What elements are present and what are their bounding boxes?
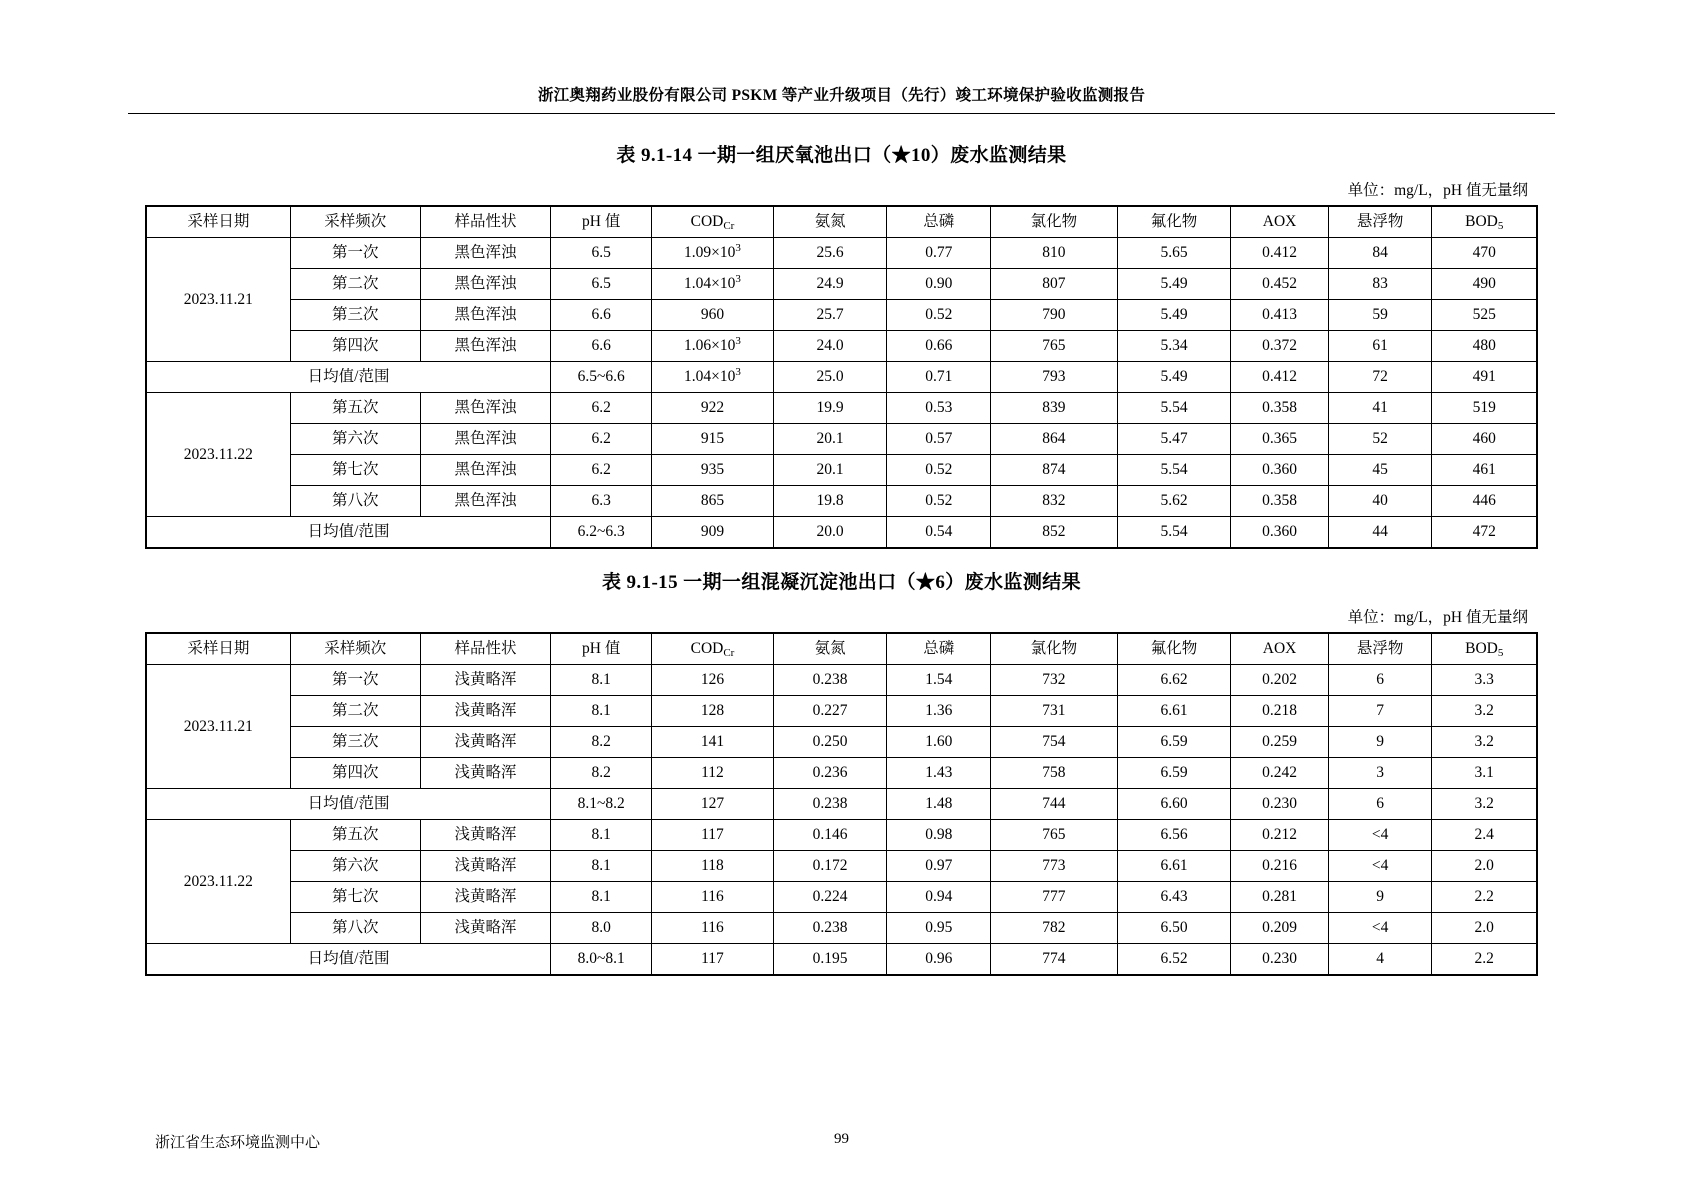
- cell-aox: 0.230: [1231, 789, 1328, 820]
- table-row: [146, 696, 1537, 727]
- cell-suspended-solids: 9: [1328, 727, 1432, 758]
- cell-suspended-solids: 6: [1328, 789, 1432, 820]
- cell-ph: 6.2: [551, 424, 652, 455]
- table-summary-row: [146, 517, 1537, 549]
- cell-fluoride: 5.54: [1117, 393, 1231, 424]
- cell-cod: 118: [652, 851, 773, 882]
- cell-aox: 0.209: [1231, 913, 1328, 944]
- cell-fluoride: 5.49: [1117, 300, 1231, 331]
- cell-frequency: 第四次: [290, 758, 420, 789]
- th-frequency: 采样频次: [290, 633, 420, 665]
- cell-fluoride: 5.47: [1117, 424, 1231, 455]
- table-row: [146, 269, 1537, 300]
- th-chloride: 氯化物: [991, 633, 1117, 665]
- th-fluoride: 氟化物: [1117, 633, 1231, 665]
- cell-total-phosphorus: 0.77: [887, 238, 991, 269]
- th-property: 样品性状: [420, 633, 550, 665]
- cell-suspended-solids: <4: [1328, 913, 1432, 944]
- cell-chloride: 793: [991, 362, 1117, 393]
- cell-suspended-solids: 61: [1328, 331, 1432, 362]
- cell-ammonia: 0.238: [773, 789, 887, 820]
- cell-bod: 525: [1432, 300, 1537, 331]
- cell-ph: 8.0~8.1: [551, 944, 652, 976]
- cell-cod: 116: [652, 882, 773, 913]
- cell-property: 浅黄略浑: [420, 851, 550, 882]
- cell-cod: $1.09\times 10^3$: [652, 238, 773, 269]
- cell-fluoride: 6.59: [1117, 758, 1231, 789]
- cell-cod: 116: [652, 913, 773, 944]
- cell-cod: 960: [652, 300, 773, 331]
- cell-chloride: 874: [991, 455, 1117, 486]
- cell-frequency: 第五次: [290, 393, 420, 424]
- cell-chloride: 864: [991, 424, 1117, 455]
- table-summary-row: [146, 789, 1537, 820]
- cell-aox: 0.413: [1231, 300, 1328, 331]
- table-row: [146, 727, 1537, 758]
- table-row: [146, 238, 1537, 269]
- cell-frequency: 第八次: [290, 486, 420, 517]
- cell-suspended-solids: 9: [1328, 882, 1432, 913]
- th-bod: $BOD_5$: [1432, 633, 1537, 665]
- table-row: [146, 300, 1537, 331]
- cell-summary-label: 日均值/范围: [146, 517, 551, 549]
- cell-aox: 0.216: [1231, 851, 1328, 882]
- cell-bod: 480: [1432, 331, 1537, 362]
- table-row: [146, 882, 1537, 913]
- cell-total-phosphorus: 1.36: [887, 696, 991, 727]
- cell-ammonia: 20.1: [773, 424, 887, 455]
- table-row: [146, 393, 1537, 424]
- th-total-phosphorus: 总磷: [887, 633, 991, 665]
- cell-total-phosphorus: 0.94: [887, 882, 991, 913]
- cell-cod: 126: [652, 665, 773, 696]
- cell-ph: 6.6: [551, 331, 652, 362]
- cell-chloride: 810: [991, 238, 1117, 269]
- cell-ammonia: 0.238: [773, 913, 887, 944]
- cell-ammonia: 0.238: [773, 665, 887, 696]
- cell-frequency: 第七次: [290, 882, 420, 913]
- table-summary-row: [146, 362, 1537, 393]
- cell-aox: 0.212: [1231, 820, 1328, 851]
- cell-suspended-solids: 72: [1328, 362, 1432, 393]
- cell-frequency: 第一次: [290, 238, 420, 269]
- cell-fluoride: 5.62: [1117, 486, 1231, 517]
- cell-suspended-solids: 4: [1328, 944, 1432, 976]
- unit-note-1: 单位：mg/L，pH 值无量纲: [1347, 182, 1528, 199]
- th-suspended-solids: 悬浮物: [1328, 206, 1432, 238]
- cell-ammonia: 25.0: [773, 362, 887, 393]
- cell-bod: 3.2: [1432, 696, 1537, 727]
- th-cod: $COD_{Cr}$: [652, 206, 773, 238]
- cell-bod: 3.3: [1432, 665, 1537, 696]
- cell-suspended-solids: 84: [1328, 238, 1432, 269]
- cell-property: 黑色浑浊: [420, 331, 550, 362]
- cell-suspended-solids: 40: [1328, 486, 1432, 517]
- cell-chloride: 731: [991, 696, 1117, 727]
- cell-ammonia: 24.9: [773, 269, 887, 300]
- cell-suspended-solids: <4: [1328, 820, 1432, 851]
- cell-aox: 0.358: [1231, 486, 1328, 517]
- cell-bod: 490: [1432, 269, 1537, 300]
- footer-organization: 浙江省生态环境监测中心: [155, 1135, 321, 1151]
- cell-fluoride: 6.61: [1117, 696, 1231, 727]
- cell-fluoride: 6.43: [1117, 882, 1231, 913]
- th-frequency: 采样频次: [290, 206, 420, 238]
- cell-frequency: 第三次: [290, 727, 420, 758]
- cell-frequency: 第六次: [290, 424, 420, 455]
- cell-suspended-solids: <4: [1328, 851, 1432, 882]
- cell-fluoride: 6.52: [1117, 944, 1231, 976]
- monitoring-table-1: [145, 205, 1538, 549]
- table-row: [146, 424, 1537, 455]
- cell-total-phosphorus: 0.52: [887, 486, 991, 517]
- th-property: 样品性状: [420, 206, 550, 238]
- cell-property: 黑色浑浊: [420, 486, 550, 517]
- cell-cod: 922: [652, 393, 773, 424]
- cell-aox: 0.202: [1231, 665, 1328, 696]
- cell-ph: 6.2: [551, 393, 652, 424]
- cell-total-phosphorus: 0.97: [887, 851, 991, 882]
- cell-ph: 8.1: [551, 696, 652, 727]
- table-row: [146, 486, 1537, 517]
- cell-total-phosphorus: 0.71: [887, 362, 991, 393]
- cell-ammonia: 24.0: [773, 331, 887, 362]
- table-row: [146, 820, 1537, 851]
- cell-ph: 6.2~6.3: [551, 517, 652, 549]
- cell-total-phosphorus: 1.54: [887, 665, 991, 696]
- cell-total-phosphorus: 0.96: [887, 944, 991, 976]
- cell-total-phosphorus: 0.95: [887, 913, 991, 944]
- cell-property: 浅黄略浑: [420, 913, 550, 944]
- cell-property: 黑色浑浊: [420, 393, 550, 424]
- cell-suspended-solids: 6: [1328, 665, 1432, 696]
- th-total-phosphorus: 总磷: [887, 206, 991, 238]
- cell-ammonia: 0.146: [773, 820, 887, 851]
- table-summary-row: [146, 944, 1537, 976]
- cell-fluoride: 5.34: [1117, 331, 1231, 362]
- cell-ammonia: 0.172: [773, 851, 887, 882]
- cell-bod: 460: [1432, 424, 1537, 455]
- cell-ammonia: 19.9: [773, 393, 887, 424]
- cell-chloride: 758: [991, 758, 1117, 789]
- page-footer: [0, 1131, 1683, 1151]
- cell-frequency: 第六次: [290, 851, 420, 882]
- cell-fluoride: 5.65: [1117, 238, 1231, 269]
- cell-bod: 491: [1432, 362, 1537, 393]
- cell-total-phosphorus: 1.48: [887, 789, 991, 820]
- cell-ph: 6.5: [551, 238, 652, 269]
- table-row: [146, 758, 1537, 789]
- cell-ph: 6.3: [551, 486, 652, 517]
- cell-bod: 446: [1432, 486, 1537, 517]
- cell-aox: 0.372: [1231, 331, 1328, 362]
- cell-ph: 6.2: [551, 455, 652, 486]
- cell-suspended-solids: 59: [1328, 300, 1432, 331]
- cell-property: 黑色浑浊: [420, 424, 550, 455]
- cell-cod: $1.04\times 10^3$: [652, 269, 773, 300]
- cell-summary-label: 日均值/范围: [146, 789, 551, 820]
- th-bod: $BOD_5$: [1432, 206, 1537, 238]
- cell-aox: 0.218: [1231, 696, 1328, 727]
- cell-suspended-solids: 7: [1328, 696, 1432, 727]
- cell-fluoride: 5.49: [1117, 269, 1231, 300]
- cell-ph: 8.1: [551, 665, 652, 696]
- cell-fluoride: 5.54: [1117, 517, 1231, 549]
- cell-chloride: 765: [991, 331, 1117, 362]
- cell-cod: 128: [652, 696, 773, 727]
- cell-fluoride: 5.49: [1117, 362, 1231, 393]
- cell-aox: 0.259: [1231, 727, 1328, 758]
- cell-aox: 0.412: [1231, 362, 1328, 393]
- cell-frequency: 第三次: [290, 300, 420, 331]
- cell-aox: 0.242: [1231, 758, 1328, 789]
- cell-date: 2023.11.21: [146, 238, 290, 362]
- cell-frequency: 第四次: [290, 331, 420, 362]
- cell-fluoride: 6.50: [1117, 913, 1231, 944]
- cell-chloride: 732: [991, 665, 1117, 696]
- cell-fluoride: 6.59: [1117, 727, 1231, 758]
- cell-cod: 127: [652, 789, 773, 820]
- th-suspended-solids: 悬浮物: [1328, 633, 1432, 665]
- th-date: 采样日期: [146, 206, 290, 238]
- cell-ph: 8.2: [551, 758, 652, 789]
- cell-bod: 470: [1432, 238, 1537, 269]
- running-header: 浙江奥翔药业股份有限公司 PSKM 等产业升级项目（先行）竣工环境保护验收监测报告: [537, 87, 1146, 104]
- table-row: [146, 913, 1537, 944]
- monitoring-table-2: [145, 632, 1538, 976]
- table-row: [146, 331, 1537, 362]
- cell-frequency: 第二次: [290, 269, 420, 300]
- cell-aox: 0.281: [1231, 882, 1328, 913]
- cell-chloride: 807: [991, 269, 1117, 300]
- table-row: [146, 851, 1537, 882]
- cell-bod: 3.2: [1432, 727, 1537, 758]
- cell-date: 2023.11.21: [146, 665, 290, 789]
- cell-property: 浅黄略浑: [420, 696, 550, 727]
- cell-bod: 2.2: [1432, 944, 1537, 976]
- cell-total-phosphorus: 0.53: [887, 393, 991, 424]
- th-ph: pH 值: [551, 206, 652, 238]
- cell-fluoride: 6.56: [1117, 820, 1231, 851]
- cell-property: 浅黄略浑: [420, 820, 550, 851]
- cell-total-phosphorus: 0.98: [887, 820, 991, 851]
- cell-bod: 519: [1432, 393, 1537, 424]
- cell-chloride: 774: [991, 944, 1117, 976]
- cell-ph: 8.1: [551, 820, 652, 851]
- cell-total-phosphorus: 0.54: [887, 517, 991, 549]
- cell-cod: 141: [652, 727, 773, 758]
- table-title-1: 表 9.1-14 一期一组厌氧池出口（★10）废水监测结果: [616, 145, 1067, 166]
- page-content: [145, 140, 1538, 976]
- cell-cod: $1.06\times 10^3$: [652, 331, 773, 362]
- cell-ph: 8.1~8.2: [551, 789, 652, 820]
- cell-bod: 461: [1432, 455, 1537, 486]
- cell-total-phosphorus: 0.90: [887, 269, 991, 300]
- cell-aox: 0.360: [1231, 517, 1328, 549]
- th-date: 采样日期: [146, 633, 290, 665]
- cell-total-phosphorus: 0.66: [887, 331, 991, 362]
- cell-bod: 2.0: [1432, 913, 1537, 944]
- table-title-2: 表 9.1-15 一期一组混凝沉淀池出口（★6）废水监测结果: [601, 572, 1082, 593]
- cell-property: 黑色浑浊: [420, 238, 550, 269]
- cell-property: 黑色浑浊: [420, 455, 550, 486]
- th-ammonia: 氨氮: [773, 633, 887, 665]
- cell-bod: 2.0: [1432, 851, 1537, 882]
- cell-property: 浅黄略浑: [420, 665, 550, 696]
- cell-cod: 909: [652, 517, 773, 549]
- cell-summary-label: 日均值/范围: [146, 362, 551, 393]
- cell-ph: 6.5~6.6: [551, 362, 652, 393]
- cell-ammonia: 20.0: [773, 517, 887, 549]
- th-aox: AOX: [1231, 633, 1328, 665]
- th-chloride: 氯化物: [991, 206, 1117, 238]
- cell-ammonia: 25.6: [773, 238, 887, 269]
- cell-property: 黑色浑浊: [420, 300, 550, 331]
- cell-chloride: 765: [991, 820, 1117, 851]
- cell-ammonia: 0.250: [773, 727, 887, 758]
- cell-chloride: 839: [991, 393, 1117, 424]
- cell-suspended-solids: 45: [1328, 455, 1432, 486]
- cell-chloride: 773: [991, 851, 1117, 882]
- cell-frequency: 第五次: [290, 820, 420, 851]
- cell-aox: 0.358: [1231, 393, 1328, 424]
- cell-chloride: 852: [991, 517, 1117, 549]
- cell-date: 2023.11.22: [146, 820, 290, 944]
- cell-cod: 117: [652, 944, 773, 976]
- cell-cod: $1.04\times 10^3$: [652, 362, 773, 393]
- cell-aox: 0.365: [1231, 424, 1328, 455]
- cell-suspended-solids: 3: [1328, 758, 1432, 789]
- cell-ammonia: 19.8: [773, 486, 887, 517]
- cell-chloride: 777: [991, 882, 1117, 913]
- cell-total-phosphorus: 0.52: [887, 300, 991, 331]
- cell-total-phosphorus: 1.60: [887, 727, 991, 758]
- cell-total-phosphorus: 1.43: [887, 758, 991, 789]
- cell-aox: 0.360: [1231, 455, 1328, 486]
- cell-ammonia: 0.224: [773, 882, 887, 913]
- th-ammonia: 氨氮: [773, 206, 887, 238]
- cell-ammonia: 0.227: [773, 696, 887, 727]
- cell-chloride: 790: [991, 300, 1117, 331]
- th-ph: pH 值: [551, 633, 652, 665]
- cell-fluoride: 6.61: [1117, 851, 1231, 882]
- cell-ammonia: 0.195: [773, 944, 887, 976]
- cell-chloride: 832: [991, 486, 1117, 517]
- cell-property: 浅黄略浑: [420, 882, 550, 913]
- table-header-row: [146, 206, 1537, 238]
- cell-fluoride: 5.54: [1117, 455, 1231, 486]
- cell-ph: 8.1: [551, 882, 652, 913]
- cell-summary-label: 日均值/范围: [146, 944, 551, 976]
- cell-suspended-solids: 41: [1328, 393, 1432, 424]
- th-aox: AOX: [1231, 206, 1328, 238]
- unit-note-2: 单位：mg/L，pH 值无量纲: [1347, 609, 1528, 626]
- cell-aox: 0.230: [1231, 944, 1328, 976]
- table-row: [146, 665, 1537, 696]
- cell-property: 浅黄略浑: [420, 758, 550, 789]
- cell-fluoride: 6.62: [1117, 665, 1231, 696]
- cell-chloride: 782: [991, 913, 1117, 944]
- cell-date: 2023.11.22: [146, 393, 290, 517]
- cell-suspended-solids: 44: [1328, 517, 1432, 549]
- page-number: 99: [834, 1131, 849, 1147]
- cell-bod: 2.2: [1432, 882, 1537, 913]
- cell-bod: 472: [1432, 517, 1537, 549]
- table-header-row: [146, 633, 1537, 665]
- cell-aox: 0.412: [1231, 238, 1328, 269]
- cell-frequency: 第一次: [290, 665, 420, 696]
- cell-cod: 935: [652, 455, 773, 486]
- cell-chloride: 754: [991, 727, 1117, 758]
- cell-cod: 865: [652, 486, 773, 517]
- cell-frequency: 第二次: [290, 696, 420, 727]
- th-cod: $COD_{Cr}$: [652, 633, 773, 665]
- cell-aox: 0.452: [1231, 269, 1328, 300]
- cell-ammonia: 20.1: [773, 455, 887, 486]
- cell-bod: 3.2: [1432, 789, 1537, 820]
- cell-frequency: 第八次: [290, 913, 420, 944]
- cell-ammonia: 25.7: [773, 300, 887, 331]
- cell-bod: 2.4: [1432, 820, 1537, 851]
- th-fluoride: 氟化物: [1117, 206, 1231, 238]
- cell-suspended-solids: 52: [1328, 424, 1432, 455]
- cell-bod: 3.1: [1432, 758, 1537, 789]
- cell-property: 黑色浑浊: [420, 269, 550, 300]
- cell-ph: 8.0: [551, 913, 652, 944]
- cell-property: 浅黄略浑: [420, 727, 550, 758]
- cell-ph: 8.2: [551, 727, 652, 758]
- table-row: [146, 455, 1537, 486]
- cell-suspended-solids: 83: [1328, 269, 1432, 300]
- cell-cod: 117: [652, 820, 773, 851]
- cell-ph: 6.6: [551, 300, 652, 331]
- cell-total-phosphorus: 0.52: [887, 455, 991, 486]
- cell-total-phosphorus: 0.57: [887, 424, 991, 455]
- cell-ammonia: 0.236: [773, 758, 887, 789]
- cell-cod: 112: [652, 758, 773, 789]
- cell-fluoride: 6.60: [1117, 789, 1231, 820]
- cell-chloride: 744: [991, 789, 1117, 820]
- cell-ph: 8.1: [551, 851, 652, 882]
- header-rule: [128, 113, 1555, 114]
- cell-frequency: 第七次: [290, 455, 420, 486]
- cell-cod: 915: [652, 424, 773, 455]
- cell-ph: 6.5: [551, 269, 652, 300]
